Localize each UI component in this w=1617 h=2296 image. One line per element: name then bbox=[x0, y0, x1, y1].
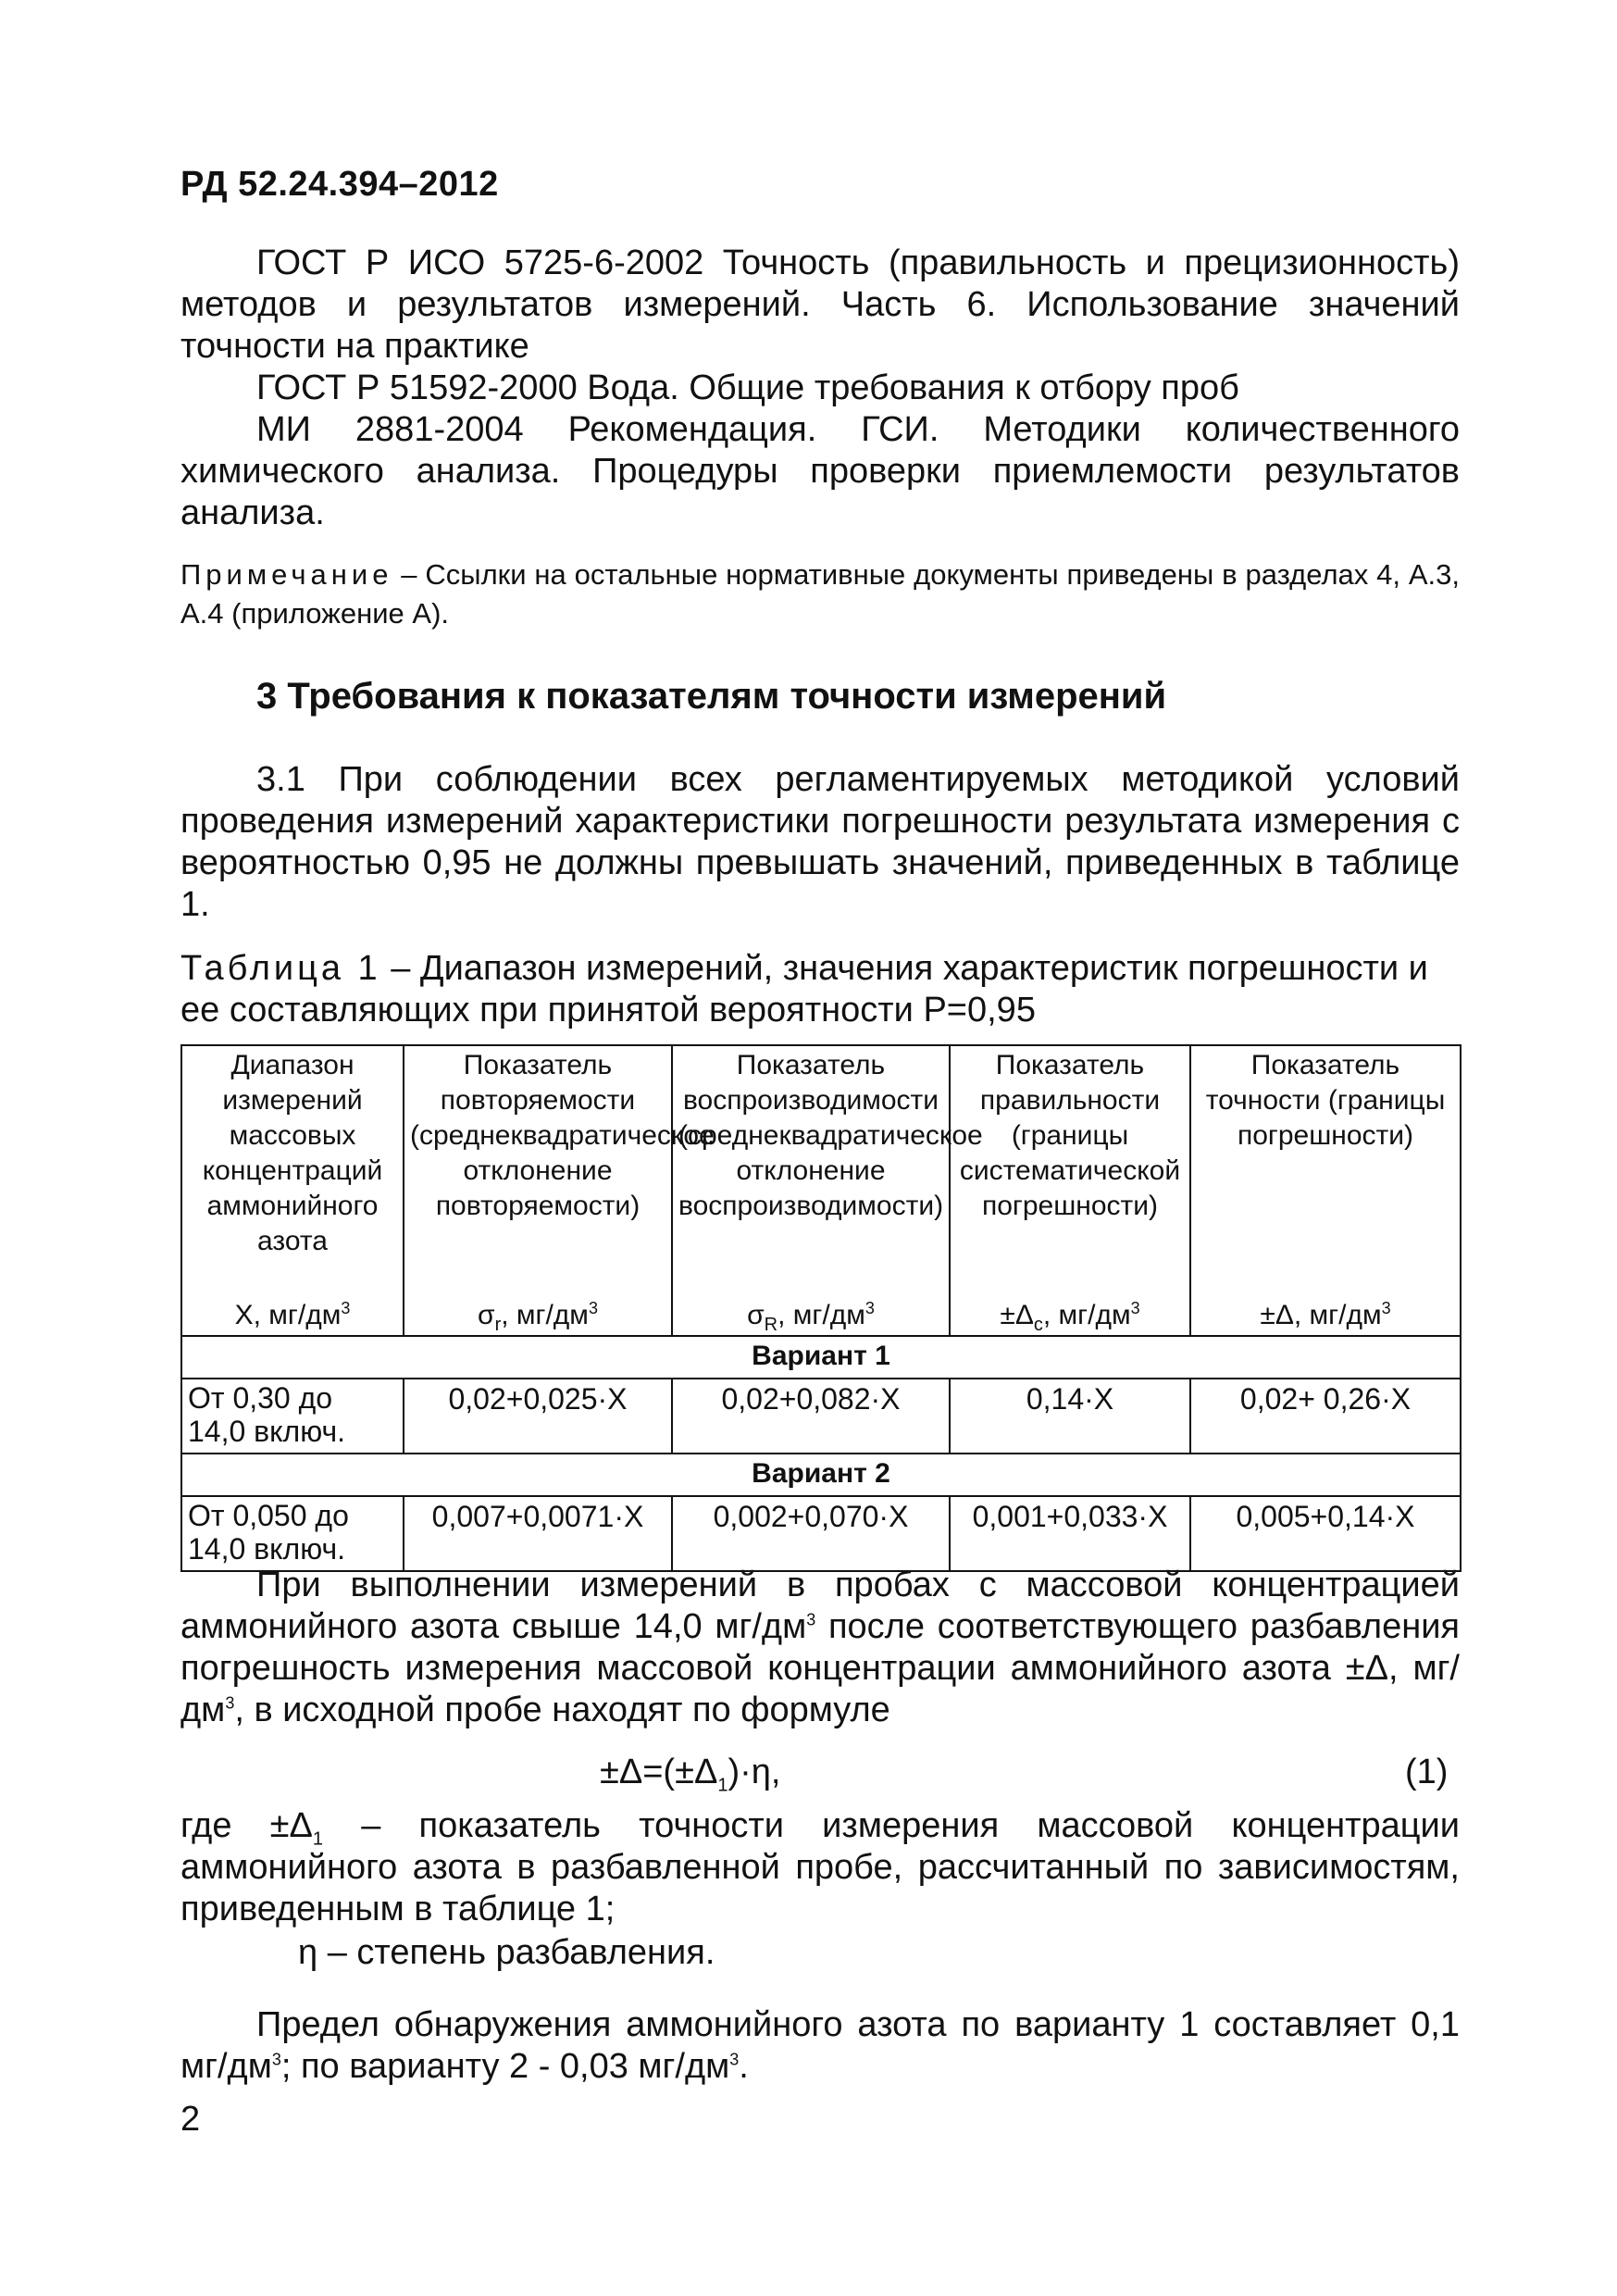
accuracy-table bbox=[180, 1044, 1462, 1572]
page-number: 2 bbox=[180, 2100, 201, 2139]
header-cell-reproducibility: Показатель воспроизводимости (среднеквадратическое отклонение воспроизводимости) $\sigma_R$, $мг/дм^3$ bbox=[672, 1045, 950, 1336]
section-heading: 3 Требования к показателям точности измерений bbox=[256, 676, 1167, 717]
reference-item: ГОСТ Р 51592-2000 Вода. Общие требования к отбору проб bbox=[256, 368, 1239, 407]
header-unit: $\sigma_R$, $мг/дм^3$ bbox=[747, 1299, 875, 1335]
note-text: – Ссылки на остальные нормативные документы приведены в разделах 4, А.3, А.4 (приложение А). bbox=[180, 558, 1460, 630]
table-caption-text: – Диапазон измерений, значения характеристик погрешности и ее составляющих при принятой вероятности P=0,95 bbox=[180, 949, 1428, 1029]
note-paragraph bbox=[180, 555, 1460, 633]
header-cell-trueness: Показатель правильности (границы систематической погрешности) $\pm\Delta_c$, $мг/дм^3$ bbox=[950, 1045, 1190, 1336]
formula: $\pm\Delta=(\pm\Delta_1)\cdot\eta$, bbox=[600, 1753, 781, 1796]
table-cell: 0,002+0,070·X bbox=[672, 1496, 950, 1571]
header-unit: $\sigma_r$, $мг/дм^3$ bbox=[478, 1299, 598, 1335]
dilution-paragraph bbox=[180, 1565, 1460, 1731]
dilution-text: При выполнении измерений в пробах с массовой концентрацией аммонийного азота свыше 14,0 $мг/дм^3$ после соответствующего разбавления погрешность измерения массовой концентрации аммонийного азота ±Δ, $мг/дм^3$, в исходной пробе находят по формуле bbox=[180, 1566, 1460, 1729]
note-label: Примечание bbox=[180, 558, 393, 591]
table-cell: 0,007+0,0071·X bbox=[404, 1496, 672, 1571]
table-cell: 0,005+0,14·X bbox=[1190, 1496, 1461, 1571]
detection-limit-paragraph bbox=[180, 2004, 1460, 2088]
document-header: РД 52.24.394–2012 bbox=[180, 165, 499, 204]
header-cell-repeatability: Показатель повторяемости (среднеквадратическое отклонение повторяемости) $\sigma_r$, $мг/дм^3$ bbox=[404, 1045, 672, 1336]
normative-references bbox=[180, 243, 1460, 534]
reference-item: ГОСТ Р ИСО 5725-6-2002 Точность (правильность и прецизионность) методов и результатов измерений. Часть 6. Использование значений точности на практике bbox=[180, 243, 1460, 366]
table-cell: От 0,30 до 14,0 включ. bbox=[181, 1379, 404, 1454]
table-cell: От 0,050 до 14,0 включ. bbox=[181, 1496, 404, 1571]
variant-row bbox=[181, 1336, 1461, 1379]
table-header-row bbox=[181, 1045, 1461, 1336]
variant-row bbox=[181, 1454, 1461, 1496]
variant-label: Вариант 2 bbox=[181, 1454, 1461, 1496]
paragraph-3-1: 3.1 При соблюдении всех регламентируемых методикой условий проведения измерений характеристики погрешности результата измерения с вероятностью 0,95 не должны превышать значений, приведенных в таблице 1. bbox=[180, 760, 1460, 924]
header-cell-accuracy: Показатель точности (границы погрешности) ±Δ, $мг/дм^3$ bbox=[1190, 1045, 1461, 1336]
table-cell: 0,14·X bbox=[950, 1379, 1190, 1454]
header-unit: ±Δ, $мг/дм^3$ bbox=[1260, 1299, 1391, 1330]
header-cell-range: Диапазон измерений массовых концентраций аммонийного азота X, $мг/дм^3$ bbox=[181, 1045, 404, 1336]
formula-number: (1) bbox=[1405, 1753, 1449, 1791]
table-row bbox=[181, 1496, 1461, 1571]
section-paragraph bbox=[180, 759, 1460, 926]
formula-legend bbox=[180, 1805, 1460, 1930]
header-unit: X, $мг/дм^3$ bbox=[234, 1299, 351, 1330]
table-caption-label: Таблица 1 bbox=[180, 949, 381, 988]
legend-delta: где $\pm\Delta_1$ – показатель точности измерения массовой концентрации аммонийного азота в разбавленной пробе, рассчитанный по зависимостям, приведенным в таблице 1; bbox=[180, 1806, 1460, 1928]
table-cell: 0,02+ 0,26·X bbox=[1190, 1379, 1461, 1454]
table-caption bbox=[180, 948, 1460, 1031]
table-row bbox=[181, 1379, 1461, 1454]
variant-label: Вариант 1 bbox=[181, 1336, 1461, 1379]
table-cell: 0,001+0,033·X bbox=[950, 1496, 1190, 1571]
table-cell: 0,02+0,025·X bbox=[404, 1379, 672, 1454]
detection-limit-text: Предел обнаружения аммонийного азота по варианту 1 составляет 0,1 $мг/дм^3$; по варианту 2 - 0,03 $мг/дм^3$. bbox=[180, 2005, 1460, 2086]
table-cell: 0,02+0,082·X bbox=[672, 1379, 950, 1454]
reference-item: МИ 2881-2004 Рекомендация. ГСИ. Методики количественного химического анализа. Процедуры проверки приемлемости результатов анализа. bbox=[180, 410, 1460, 532]
header-unit: $\pm\Delta_c$, $мг/дм^3$ bbox=[1000, 1299, 1140, 1335]
legend-eta: η – степень разбавления. bbox=[298, 1933, 715, 1972]
